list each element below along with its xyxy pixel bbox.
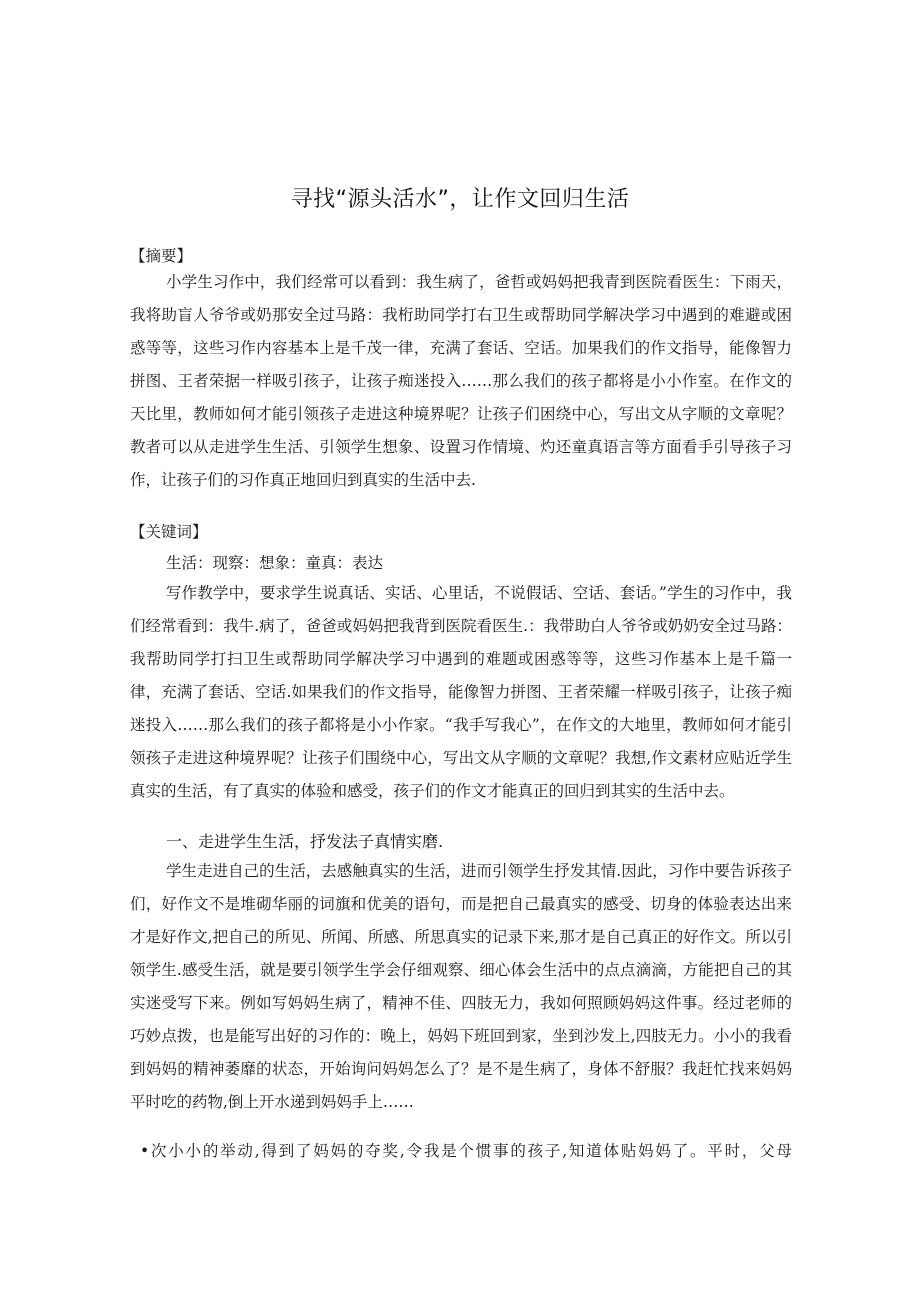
abstract-label: 【摘要】 xyxy=(130,247,193,265)
section-paragraph: 学生走进自己的生活，去感触真实的生活，进而引领学生抒发其情.因此，习作中要告诉孩子们，好作文不是堆砌华丽的词旗和优美的语句，而是把自己最真实的感受、切身的体验表达出来才是好作文,把自己的所见、所闻、所感、所思真实的记录下来,那才是自己真正的好作文。所以引领学生.感受生活，就是要引领学生学会仔细观察、细心体会生活中的点点滴滴，方能把自己的其实迷受写下来。例如写妈妈生病了，精神不佳、四肢无力，我如何照顾妈妈这件事。经过老师的巧妙点拨，也是能写出好的习作的：晚上，妈妈下班回到家，坐到沙发上,四肢无力。小小的我看到妈妈的精神萎靡的状态，开始询问妈妈怎么了？是不是生病了，身体不舒服？我赶忙找来妈妈平时吃的药物,倒上开水递到妈妈手上…… xyxy=(130,862,792,1111)
abstract-paragraph: 小学生习作中，我们经常可以看到：我生病了，爸哲或妈妈把我青到医院看医生：下雨天，我将助盲人爷爷或奶那安全过马路：我桁助同学打右卫生或帮助同学解决学习中遇到的难避或困惑等等，这些习作内容基本上是千茂一律，充满了套话、空话。加果我们的作文指导，能像智力拼图、王者荣据一样吸引孩子，让孩子痴迷投入……那么我们的孩子都将是小小作室。在作文的天比里，教师如何才能引领孩子走进这种境界呢？让孩子们困绕中心，写出文从字顺的文章呢？教者可以从走进学生生活、引领学生想象、设置习作情境、灼还童真语言等方面看手引导孩子习作，让孩子们的习作真正地回归到真实的生活中去. xyxy=(130,273,792,489)
keywords-label: 【关键词】 xyxy=(130,523,208,541)
document-title: 寻找“源头活水”，让作文回归生活 xyxy=(290,187,630,212)
intro-paragraph: 写作教学中，要求学生说真话、实话、心里话，不说假话、空话、套话。”学生的习作中，我们经常看到：我牛.病了，爸爸或妈妈把我背到医院看医生.：我带助白人爷爷或奶奶安全过马路：我帮助同学打扫卫生或帮助同学解决学习中遇到的难题或困惑等等，这些习作基本上是千篇一律，充满了套话、空话.如果我们的作文指导，能像智力拼图、王者荣耀一样吸引孩子，让孩子痴迷投入……那么我们的孩子都将是小小作家。“我手写我心”，在作文的大地里，教师如何才能引领孩子走进这种境界呢？让孩子们围绕中心，写出文从字顺的文章呢？我想,作文素材应贴近学生真实的生活，有了真实的体验和感受，孩子们的作文才能真正的回归到其实的生活中去。 xyxy=(130,584,792,800)
section-heading: 一、走进学生生活，抒发法子真情实磨. xyxy=(166,832,444,851)
keywords-paragraph: 生活：现察：想象：童真：表达 xyxy=(166,554,384,572)
bullet-line: •次小小的举动,得到了妈妈的夺奖,令我是个惯事的孩子,知道体贴妈妈了。平时，父母 xyxy=(140,1142,792,1160)
